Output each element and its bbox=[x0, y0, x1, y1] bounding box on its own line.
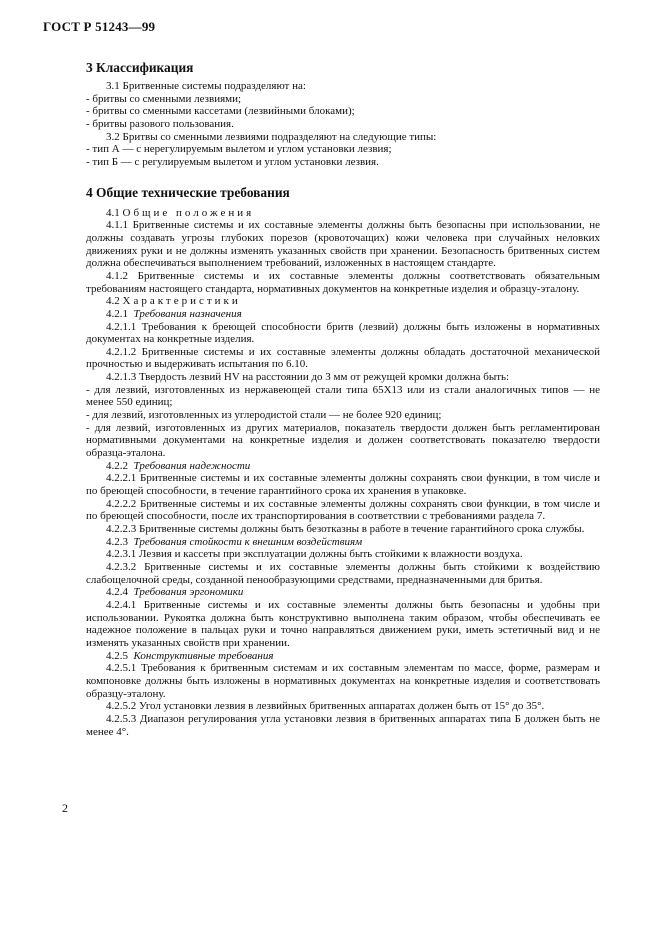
list-item: - для лезвий, изготовленных из других материалов, показатель твердости должен быть регламентирован нормативными документами на конкретные изделия и должен соответствовать показателю твердости образца-эталона. bbox=[86, 421, 600, 460]
paragraph: 4.2.1.1 Требования к бреющей способности бритв (лезвий) должны быть изложены в нормативных документах на конкретные изделия. bbox=[86, 320, 600, 346]
section-3-line: - бритвы разового пользования. bbox=[86, 117, 234, 130]
clause-title: Требования назначения bbox=[133, 307, 242, 320]
paragraph: 4.2.2.1 Бритвенные системы и их составные элементы должны сохранять свои функции, в том числе и по бреющей способности, в течение гарантийного срока их хранения в упаковке. bbox=[86, 472, 600, 498]
section-3-line: - бритвы со сменными кассетами (лезвийными блоками); bbox=[86, 105, 355, 118]
document-body bbox=[86, 55, 600, 738]
subsection-number: 4.1 bbox=[106, 206, 120, 219]
paragraph: 4.2.5.1 Требования к бритвенным системам и их составным элементам по массе, форме, размерам и компоновке должны быть изложены в нормативных документах на конкретные изделия и соответствовать образцу-эталону. bbox=[86, 662, 600, 700]
paragraph: 4.2.1.2 Бритвенные системы и их составные элементы должны обладать достаточной механической прочностью и выдерживать испытания по 6.10. bbox=[86, 345, 600, 371]
section-3-title: 3 Классификация bbox=[86, 60, 194, 75]
section-3-line: - тип Б — с регулируемым вылетом и углом установки лезвия. bbox=[86, 155, 379, 168]
clause-heading bbox=[86, 460, 600, 473]
paragraph: 4.2.2.3 Бритвенные системы должны быть безотказны в работе в течение гарантийного срока службы. bbox=[106, 523, 585, 535]
clause-heading bbox=[86, 650, 600, 663]
paragraph: 4.2.5.3 Диапазон регулирования угла установки лезвия в бритвенных аппаратах типа Б должен быть не менее 4°. bbox=[86, 712, 600, 738]
clause-title: Требования эргономики bbox=[133, 586, 244, 599]
paragraph: 4.2.3.2 Бритвенные системы и их составные элементы должны быть стойкими к воздействию слабощелочной среды, созданной пенообразующими средствами, предназначенными для бритья. bbox=[86, 560, 600, 586]
paragraph: 4.2.5.2 Угол установки лезвия в лезвийных бритвенных аппаратах должен быть от 15° до 35°. bbox=[106, 700, 545, 713]
clause-title: Конструктивные требования bbox=[133, 649, 274, 662]
clause-number: 4.2.1 bbox=[106, 307, 128, 320]
clause-number: 4.2.2 bbox=[106, 459, 128, 472]
clause-title: Требования стойкости к внешним воздействиям bbox=[133, 535, 363, 548]
list-item: - для лезвий, изготовленных из углеродистой стали — не более 920 единиц; bbox=[86, 409, 442, 422]
paragraph: 4.2.2.2 Бритвенные системы и их составные элементы должны сохранять свои функции, в том числе и по бреющей способности, после их транспортирования в соответствии с требованиями раздела 7. bbox=[86, 497, 600, 523]
page-number: 2 bbox=[62, 801, 68, 815]
clause-heading bbox=[86, 536, 600, 549]
section-3-line: 3.2 Бритвы со сменными лезвиями подразделяют на следующие типы: bbox=[106, 130, 437, 143]
paragraph: 4.2.4.1 Бритвенные системы и их составные элементы должны быть безопасны и удобны при использовании. Рукоятка должна быть конструктивно выполнена таким образом, чтобы обеспечивать ее надежное положение в пальцах руки и точно направляться движением руки, иметь эстетичный вид и не изменять указанных свойств при хранении. bbox=[86, 598, 600, 649]
section-3-line: - бритвы со сменными лезвиями; bbox=[86, 92, 242, 105]
clause-number: 4.2.4 bbox=[106, 586, 128, 599]
subsection-number: 4.2 bbox=[106, 295, 120, 308]
paragraph: 4.2.1.3 Твердость лезвий HV на расстоянии до 3 мм от режущей кромки должна быть: bbox=[106, 371, 510, 384]
subsection-title: Характеристики bbox=[122, 295, 241, 308]
clause-title: Требования надежности bbox=[133, 459, 251, 472]
section-4-title: 4 Общие технические требования bbox=[86, 184, 290, 200]
standard-code-header: ГОСТ Р 51243—99 bbox=[43, 19, 156, 34]
clause-heading bbox=[86, 586, 600, 599]
subsection-heading bbox=[86, 295, 600, 308]
clause-heading bbox=[86, 308, 600, 321]
paragraph: 4.1.2 Бритвенные системы и их составные элементы должны соответствовать обязательным требованиям настоящего стандарта, нормативных документов на конкретные изделия и образцу-эталону. bbox=[86, 269, 600, 295]
paragraph: 4.2.3.1 Лезвия и кассеты при эксплуатации должны быть стойкими к влажности воздуха. bbox=[106, 548, 523, 561]
list-item: - для лезвий, изготовленных из нержавеющей стали типа 65Х13 или из стали аналогичных типов — не менее 550 единиц; bbox=[86, 383, 600, 409]
paragraph: 4.1.1 Бритвенные системы и их составные элементы должны быть безопасны при использовании, не должны создавать угрозы глубоких порезов (кровоточащих) кожи человека при случайных неловких движениях руки и не должны изменять указанных свойств при хранении. Безопасность бритвенных систем должна обеспечиваться выполнением требований, изложенных в настоящем стандарте. bbox=[86, 219, 600, 270]
section-3-line: - тип А — с нерегулируемым вылетом и углом установки лезвия; bbox=[86, 143, 392, 156]
subsection-title: Общие положения bbox=[122, 206, 255, 219]
clause-number: 4.2.5 bbox=[106, 649, 128, 662]
subsection-heading bbox=[86, 207, 600, 220]
clause-number: 4.2.3 bbox=[106, 535, 128, 548]
section-3-line: 3.1 Бритвенные системы подразделяют на: bbox=[106, 80, 306, 92]
